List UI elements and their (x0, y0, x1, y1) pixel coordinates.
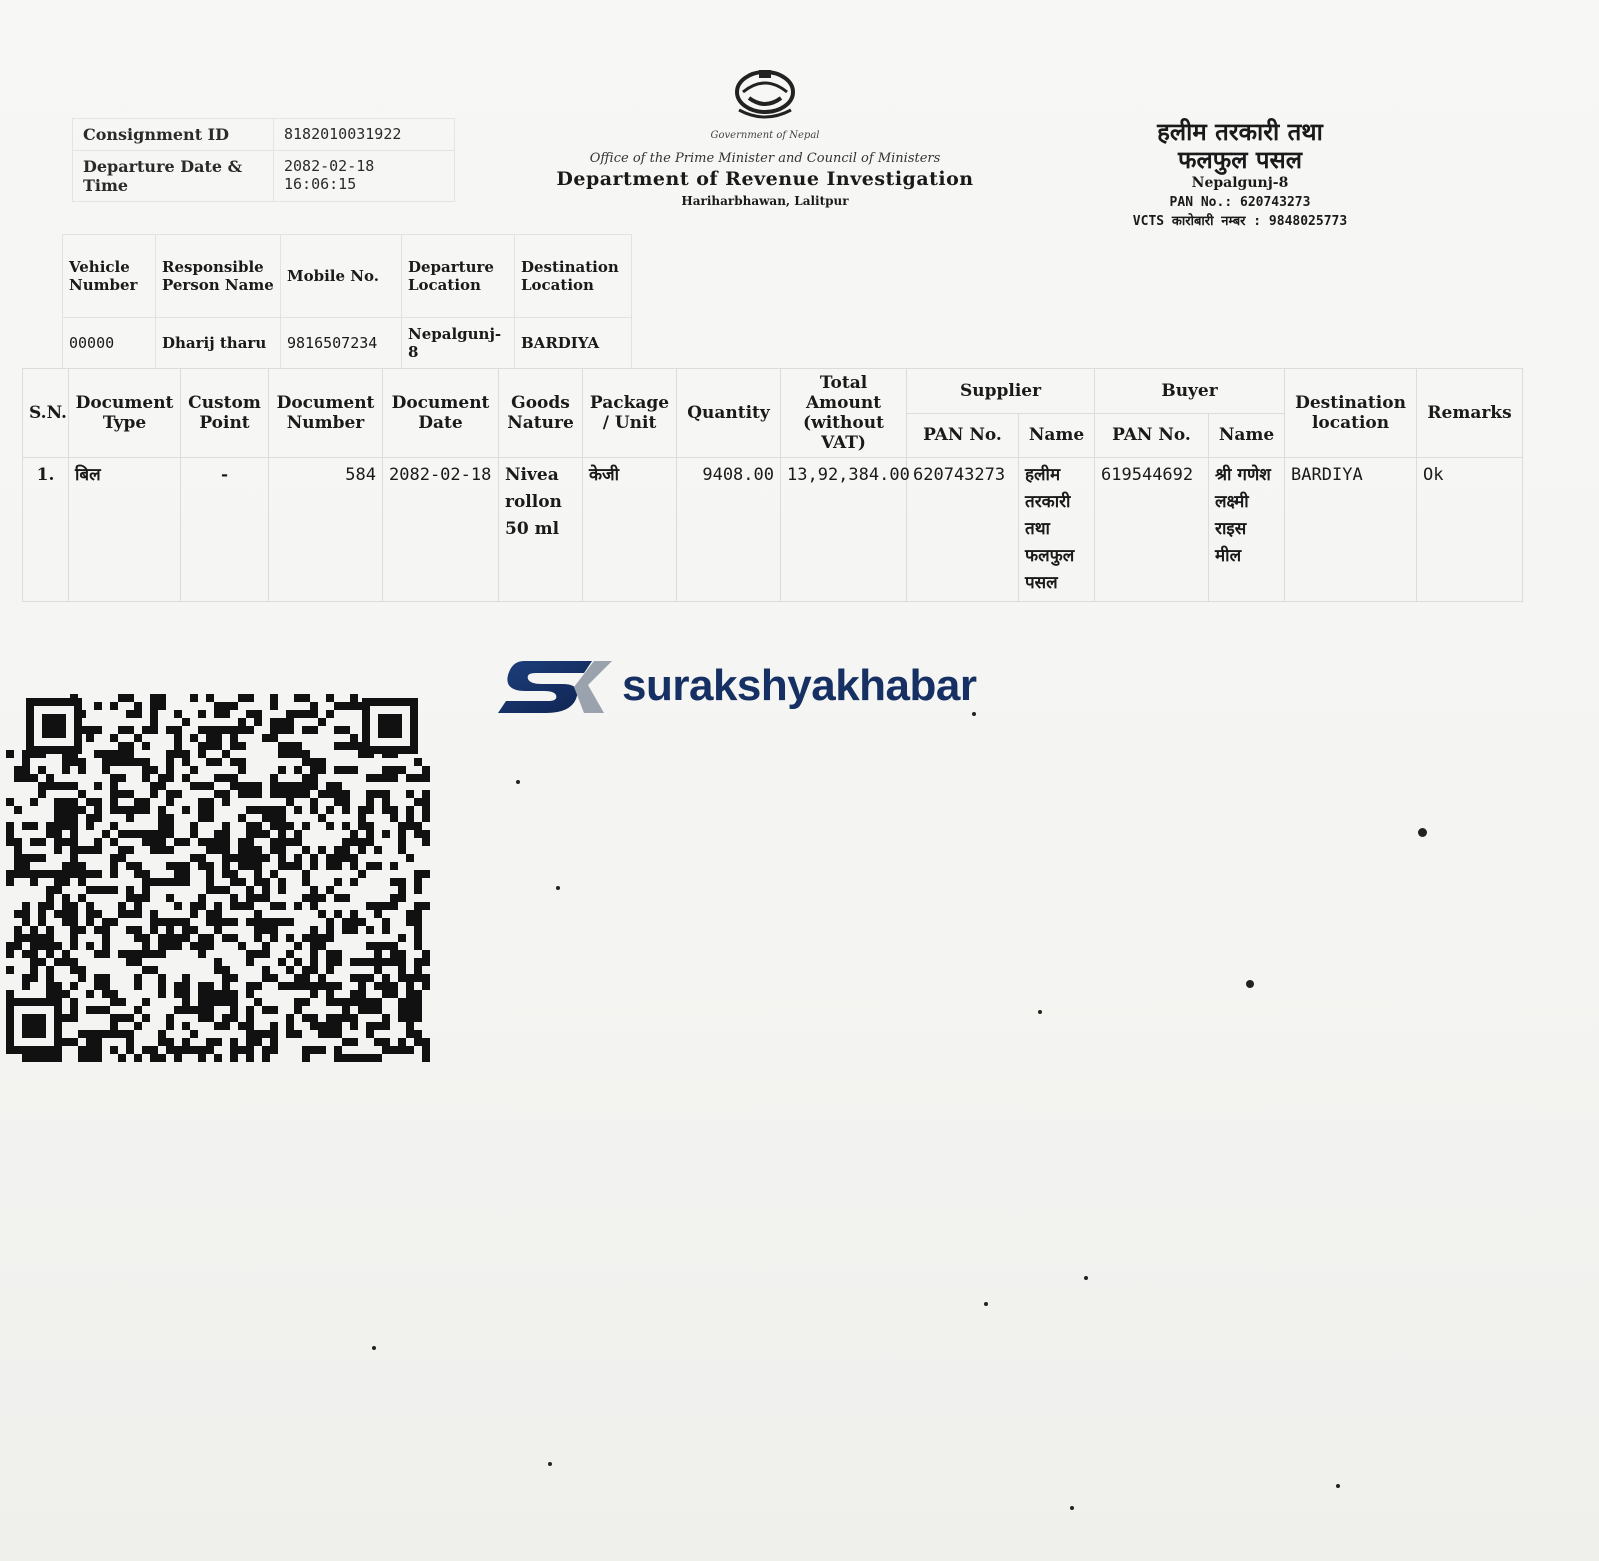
paper-speck (984, 1302, 988, 1306)
departure-date: 2082-02-18 (284, 157, 375, 175)
paper-speck (1038, 1010, 1042, 1014)
seller-name-line2: फलफुल पसल (1177, 145, 1303, 174)
row-goods-nature: Nivea rollon 50 ml (499, 458, 583, 602)
row-buyer-pan: 619544692 (1095, 458, 1209, 602)
mobile-number: 9816507234 (281, 318, 402, 369)
supplier-pan-header: PAN No. (907, 413, 1019, 458)
paper-speck (372, 1346, 376, 1350)
goods-nature-header: Goods Nature (499, 369, 583, 458)
row-supplier-name: हलीम तरकारी तथा फलफुल पसल (1019, 458, 1095, 602)
qr-code (6, 694, 430, 1062)
paper-speck (1070, 1506, 1074, 1510)
row-sn: 1. (23, 458, 69, 602)
consignment-id-label: Consignment ID (73, 119, 274, 151)
table-row (23, 458, 1523, 602)
total-amount-header: Total Amount (without VAT) (781, 369, 907, 458)
row-supplier-pan: 620743273 (907, 458, 1019, 602)
vehicle-number-header: Vehicle Number (63, 235, 156, 318)
department-title: Department of Revenue Investigation (556, 168, 974, 190)
seller-name-line1: हलीम तरकारी तथा (1157, 117, 1323, 146)
paper-speck (1246, 980, 1254, 988)
paper-speck (548, 1462, 552, 1466)
buyer-header: Buyer (1095, 369, 1285, 414)
row-destination: BARDIYA (1285, 458, 1417, 602)
supplier-name-header: Name (1019, 413, 1095, 458)
paper-speck (1418, 828, 1427, 837)
paper-speck (972, 712, 976, 716)
watermark-brand: surakshyakhabar (622, 661, 977, 710)
departure-value (274, 151, 455, 202)
paper-speck (1084, 1276, 1088, 1280)
watermark-logo (496, 654, 977, 718)
seller-header (1090, 118, 1390, 231)
seller-pan: PAN No.: 620743273 (1169, 195, 1311, 210)
sk-logo-icon (496, 655, 616, 717)
vehicle-number: 00000 (63, 318, 156, 369)
government-emblem-icon (729, 66, 801, 120)
buyer-pan-header: PAN No. (1095, 413, 1209, 458)
departure-location: Nepalgunj-8 (402, 318, 515, 369)
department-address: Hariharbhawan, Lalitpur (681, 194, 849, 208)
document-type-header: Document Type (69, 369, 181, 458)
supplier-header: Supplier (907, 369, 1095, 414)
row-quantity: 9408.00 (677, 458, 781, 602)
paper-speck (516, 780, 520, 784)
departure-location-header: Departure Location (402, 235, 515, 318)
consignment-id-value: 8182010031922 (274, 119, 455, 151)
remarks-header: Remarks (1417, 369, 1523, 458)
vehicle-table (62, 234, 632, 369)
destination-location-header: Destination Location (515, 235, 632, 318)
government-label: Government of Nepal (710, 130, 820, 141)
document-number-header: Document Number (269, 369, 383, 458)
responsible-person: Dharij tharu (156, 318, 281, 369)
row-buyer-name: श्री गणेश लक्ष्मी राइस मील (1209, 458, 1285, 602)
row-package-unit: केजी (583, 458, 677, 602)
seller-location: Nepalgunj-8 (1191, 175, 1289, 191)
destination-header: Destination location (1285, 369, 1417, 458)
government-header (550, 66, 980, 208)
office-label: Office of the Prime Minister and Council of Ministers (589, 151, 941, 166)
row-document-type: बिल (69, 458, 181, 602)
destination-location: BARDIYA (515, 318, 632, 369)
seller-vcts: VCTS कारोबारी नम्बर : 9848025773 (1132, 214, 1348, 229)
responsible-person-header: Responsible Person Name (156, 235, 281, 318)
departure-time: 16:06:15 (284, 175, 357, 193)
consignment-info (72, 118, 455, 202)
sn-header: S.N. (23, 369, 69, 458)
goods-table (22, 368, 1523, 602)
buyer-name-header: Name (1209, 413, 1285, 458)
row-total-amount: 13,92,384.00 (781, 458, 907, 602)
row-custom-point: - (181, 458, 269, 602)
paper-speck (556, 886, 560, 890)
row-remarks: Ok (1417, 458, 1523, 602)
quantity-header: Quantity (677, 369, 781, 458)
row-document-number: 584 (269, 458, 383, 602)
departure-label: Departure Date & Time (73, 151, 274, 202)
paper-speck (1336, 1484, 1340, 1488)
custom-point-header: Custom Point (181, 369, 269, 458)
package-unit-header: Package / Unit (583, 369, 677, 458)
row-document-date: 2082-02-18 (383, 458, 499, 602)
document-date-header: Document Date (383, 369, 499, 458)
mobile-header: Mobile No. (281, 235, 402, 318)
